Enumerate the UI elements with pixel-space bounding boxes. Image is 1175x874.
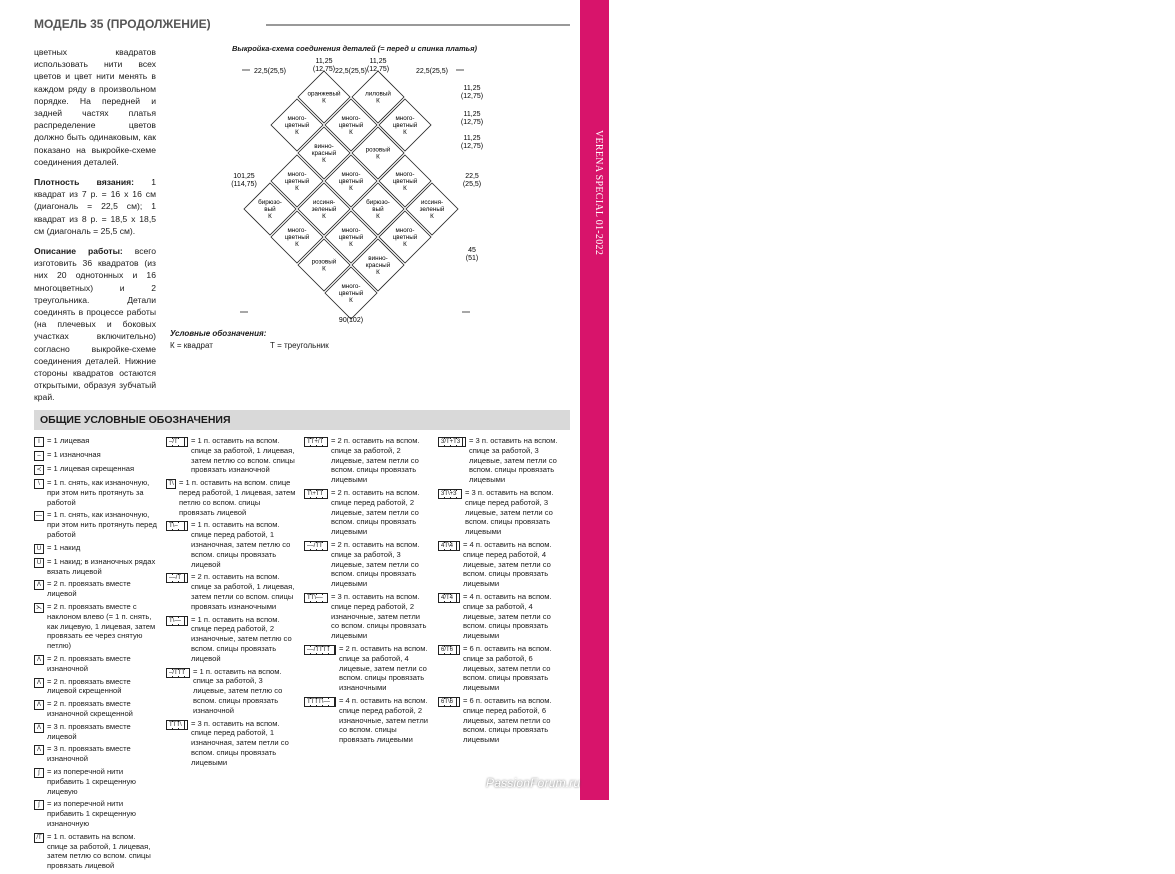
symbol-entry: [304, 540, 430, 589]
symbol-description: = 1 изнаночная: [47, 450, 101, 459]
symbol-description: = 1 п. оставить на вспом. спице перед работой, 2 изнаночные, затем петлю со вспом. спицы провязать лицевой: [191, 614, 292, 663]
symbol-entry: [304, 488, 430, 537]
symbol-entry: [34, 799, 158, 828]
square-color-label: много-: [341, 115, 361, 122]
square-color-label: лиловый: [365, 90, 391, 98]
square-color-label: цветный: [338, 178, 364, 185]
symbol-entry: [34, 478, 158, 507]
knit-symbol-icon: Λ: [34, 655, 44, 665]
square-color-label: много-: [287, 115, 307, 122]
square-color-label: красный: [311, 150, 337, 157]
knit-symbol-icon: I: [34, 437, 44, 447]
knit-symbol-icon: ––/TT: [304, 541, 328, 551]
symbol-entry: [438, 644, 566, 693]
symbol-description: = 3 п. оставить на вспом. спице перед работой, 2 изнаночные, затем петли со вспом. спицы провязать лицевыми: [331, 591, 427, 641]
symbols-title: ОБЩИЕ УСЛОВНЫЕ ОБОЗНАЧЕНИЯ: [40, 414, 231, 426]
symbol-description: = 2 п. оставить на вспом. спице за работой, 1 лицевая, затем петли со вспом. спицы провязать изнаночными: [191, 572, 295, 611]
symbol-description: = 2 п. провязать вместе лицевой: [47, 579, 131, 599]
symbols-header-band: [34, 410, 570, 430]
symbol-description: = 1 лицевая: [47, 436, 90, 445]
symbol-entry: [438, 488, 566, 537]
knit-symbol-icon: T\––: [166, 616, 188, 626]
square-color-label: много-: [395, 171, 415, 178]
square-color-label: цветный: [392, 178, 418, 185]
knit-symbol-icon: ∫: [34, 800, 44, 810]
knit-symbol-icon: –: [34, 451, 44, 461]
symbol-entry: [304, 436, 430, 485]
knit-symbol-icon: 3T\+3: [438, 489, 462, 499]
right-dimension: 22,5: [465, 173, 479, 180]
symbol-description: = из поперечной нити прибавить 1 скрещенную лицевую: [47, 766, 136, 796]
left-dimension: 101,25: [233, 173, 255, 180]
knit-symbol-icon: Λ: [34, 700, 44, 710]
symbols-column-2: [166, 436, 296, 771]
symbol-entry: [166, 478, 296, 517]
intro-paragraph: цветных квадратов использовать нити всех цветов и цвет нити менять в каждом ряду в произвольном порядке. На передней и задней частях платья распределение цветов должно быть одинаковым, как показано на выкройке-схеме соединения деталей.: [34, 47, 156, 167]
square-color-label: красный: [365, 262, 391, 269]
right-dimension: (12,75): [460, 93, 484, 100]
symbol-description: = 1 п. оставить на вспом. спице перед работой, 1 изнаночная, затем петлю со вспом. спицы провязать лицевой: [191, 520, 291, 569]
knit-symbol-icon: Λ: [34, 723, 44, 733]
symbol-description: = 1 накид; в изнаночных рядах вязать лицевой: [47, 556, 156, 576]
symbol-description: = 1 п. снять, как изнаночную, при этом нить протянуть перед работой: [47, 510, 157, 539]
top-dimension: 11,25: [315, 58, 333, 65]
page-number: 65: [1163, 738, 1175, 750]
knit-symbol-icon: –/TTT: [166, 668, 190, 678]
square-color-label: много-: [395, 227, 415, 234]
knit-symbol-icon: –/T: [166, 437, 188, 447]
knit-symbol-icon: Λ: [34, 678, 44, 688]
symbol-description: = 3 п. оставить на вспом. спице перед работой, 3 лицевые, затем петли со вспом. спицы провязать лицевыми: [465, 487, 554, 537]
symbol-entry: [34, 767, 158, 796]
symbol-entry: [166, 520, 296, 569]
symbol-entry: [166, 615, 296, 664]
top-dimension: 22,5(25,5): [254, 68, 286, 75]
knit-symbol-icon: \: [34, 479, 44, 489]
square-color-label: цветный: [284, 234, 310, 241]
symbol-description: = 2 п. оставить на вспом. спице за работой, 3 лицевые, затем петли со вспом. спицы провязать лицевыми: [331, 539, 420, 589]
bottom-dimension: 90(102): [338, 317, 364, 324]
symbol-entry: [34, 464, 158, 475]
knit-symbol-icon: Λ: [34, 580, 44, 590]
square-color-label: много-: [341, 283, 361, 290]
page-title: МОДЕЛЬ 35 (ПРОДОЛЖЕНИЕ): [34, 17, 211, 31]
right-dimension: (12,75): [460, 119, 484, 126]
square-color-label: розовый: [311, 258, 337, 266]
symbol-description: = 6 п. оставить на вспом. спице за работой, 6 лицевых, затем петли со вспом. спицы провязать лицевыми: [463, 643, 552, 693]
square-code: К: [322, 213, 326, 220]
square-color-label: много-: [287, 227, 307, 234]
square-code: К: [403, 185, 407, 192]
square-code: К: [349, 241, 353, 248]
square-color-label: цветный: [338, 122, 364, 129]
description-label: Описание работы:: [34, 246, 123, 257]
top-dimension: (12,75): [366, 66, 390, 73]
symbol-description: = 2 п. провязать вместе лицевой скрещенной: [47, 676, 131, 696]
square-code: К: [322, 157, 326, 164]
symbol-entry: [438, 592, 566, 641]
symbol-description: = 1 п. оставить на вспом. спице за работой, 3 лицевые, затем петлю со вспом. спицы провязать изнаночной: [193, 666, 283, 715]
square-color-label: иссиня-: [312, 199, 336, 206]
square-color-label: цветный: [392, 234, 418, 241]
symbol-entry: [438, 696, 566, 745]
square-code: К: [322, 97, 326, 105]
symbol-description: = 2 п. оставить на вспом. спице за работой, 4 лицевые, затем петли со вспом. спицы провязать изнаночными: [339, 643, 428, 693]
square-code: К: [376, 213, 380, 220]
knit-symbol-icon: 3/T+T3: [438, 437, 466, 447]
square-color-label: бирюзо-: [366, 199, 390, 206]
right-dimension: (25,5): [462, 181, 482, 188]
symbol-description: = из поперечной нити прибавить 1 скрещенную изнаночную: [47, 799, 136, 828]
symbol-description: = 2 п. провязать вместе изнаночной скрещенной: [47, 699, 133, 718]
square-code: К: [295, 129, 299, 136]
knit-symbol-icon: ––/T: [166, 573, 188, 583]
square-color-label: зеленый: [419, 206, 445, 213]
symbol-description: = 1 накид: [47, 542, 81, 552]
knit-symbol-icon: T\+TT: [304, 489, 328, 499]
symbol-entry: [34, 654, 158, 674]
legend-square: К = квадрат: [170, 341, 213, 350]
knit-symbol-icon: Λ: [34, 745, 44, 755]
symbol-entry: [34, 832, 158, 871]
magazine-sidebar: [580, 0, 1175, 800]
diagram-title: Выкройка-схема соединения деталей (= перед и спинка платья): [232, 44, 478, 53]
symbol-description: = 2 п. оставить на вспом. спице перед работой, 2 лицевые, затем петли со вспом. спицы провязать лицевыми: [331, 487, 420, 537]
square-color-label: оранжевый: [307, 90, 341, 98]
square-color-label: винно-: [368, 255, 388, 262]
diagram-cells: [244, 71, 458, 319]
density-label: Плотность вязания:: [34, 177, 135, 188]
symbol-entry: [34, 677, 158, 697]
description-text: всего изготовить 36 квадратов (из них 20 однотонных и 16 многоцветных) и 2 треугольника. Детали соединять в процессе работы (на плечевых и боковых участках включительно) согласно выкройке-схеме соединения деталей. Нижние стороны квадратов остаются открытыми, образуя зубчатый край.: [34, 246, 157, 403]
symbol-description: = 1 п. оставить на вспом. спице перед работой, 1 лицевая, затем петлю со вспом. спицы провязать лицевой: [179, 478, 296, 517]
legend-triangle: Т = треугольник: [270, 341, 329, 350]
square-code: К: [349, 297, 353, 304]
knit-symbol-icon: ⋋: [36, 604, 42, 611]
square-color-label: цветный: [338, 234, 364, 241]
knit-symbol-icon: Ū: [34, 558, 44, 568]
square-color-label: розовый: [365, 146, 391, 154]
square-color-label: цветный: [338, 290, 364, 297]
knit-symbol-icon: ∫: [34, 768, 44, 778]
symbol-entry: [438, 540, 566, 589]
square-color-label: много-: [341, 227, 361, 234]
knit-symbol-icon: 4/T4: [438, 593, 460, 603]
symbol-description: = 3 п. провязать вместе изнаночной: [47, 744, 131, 764]
knit-symbol-icon: TTTT\––: [304, 697, 336, 707]
square-color-label: цветный: [284, 122, 310, 129]
symbol-description: = 4 п. оставить на вспом. спице перед работой, 2 изнаночные, затем петли со вспом. спицы провязать лицевыми: [339, 695, 428, 745]
symbol-entry: [34, 602, 158, 651]
symbol-description: = 1 п. оставить на вспом. спице за работой, 1 лицевая, затем петлю со вспом. спицы провязать лицевой: [47, 831, 151, 871]
top-dimension: 22,5(25,5): [416, 68, 448, 75]
square-color-label: иссиня-: [420, 199, 444, 206]
square-code: К: [403, 241, 407, 248]
square-code: К: [322, 265, 326, 273]
square-color-label: много-: [341, 171, 361, 178]
right-dimension: (12,75): [460, 143, 484, 150]
brand-text: VERENA SPECIAL 01-2022: [593, 130, 604, 256]
square-color-label: зеленый: [311, 206, 337, 213]
knit-symbol-icon: /T: [34, 833, 44, 843]
right-dimension: 11,25: [463, 135, 481, 142]
symbol-entry: [34, 579, 158, 599]
legend-title: Условные обозначения:: [170, 329, 267, 338]
symbol-entry: [304, 592, 430, 641]
symbols-column-4: [438, 436, 566, 748]
symbols-column-1: [34, 436, 158, 874]
square-code: К: [430, 213, 434, 220]
square-color-label: много-: [287, 171, 307, 178]
right-dimension: 11,25: [463, 85, 481, 92]
symbol-entry: [304, 696, 430, 745]
symbol-entry: [166, 436, 296, 475]
square-code: К: [376, 269, 380, 276]
symbol-entry: [166, 667, 296, 716]
knit-symbol-icon: 6T\6: [438, 697, 460, 707]
symbol-description: = 4 п. оставить на вспом. спице перед работой, 4 лицевые, затем петли со вспом. спицы провязать лицевыми: [463, 539, 552, 589]
square-color-label: цветный: [392, 122, 418, 129]
symbol-description: = 3 п. оставить на вспом. спице за работой, 3 лицевые, затем петли со вспом. спицы провязать лицевыми: [469, 436, 558, 485]
square-code: К: [349, 129, 353, 136]
density-text: 1 квадрат из 7 р. = 16 х 16 см (диагональ = 22,5 см); 1 квадрат из 8 р. = 18,5 х 18,5 см (диагональ = 25,5 см).: [34, 177, 156, 236]
right-dimension: 11,25: [463, 111, 481, 118]
knit-symbol-icon: TTT\: [166, 720, 188, 730]
symbol-description: = 4 п. оставить на вспом. спице за работой, 4 лицевые, затем петли со вспом. спицы провязать лицевыми: [463, 591, 552, 641]
square-code: К: [295, 185, 299, 192]
right-dimension: 45: [468, 247, 476, 254]
knit-symbol-icon: TT+/T: [304, 437, 328, 447]
square-code: К: [349, 185, 353, 192]
square-color-label: много-: [395, 115, 415, 122]
square-code: К: [268, 213, 272, 220]
square-color-label: вый: [264, 206, 276, 213]
symbols-column-3: [304, 436, 430, 748]
knit-symbol-icon: T\–: [166, 521, 188, 531]
symbol-entry: [34, 699, 158, 719]
symbol-entry: [34, 722, 158, 742]
symbol-entry: [166, 719, 296, 768]
knit-symbol-icon: —: [36, 513, 42, 520]
right-dimension: (51): [465, 255, 479, 262]
symbol-description: = 2 п. оставить на вспом. спице за работой, 2 лицевые, затем петли со вспом. спицы провязать лицевыми: [331, 436, 420, 485]
knit-symbol-icon: 6/T6: [438, 645, 460, 655]
symbol-entry: [438, 436, 566, 485]
knit-symbol-icon: ≺: [34, 465, 44, 475]
symbol-entry: [34, 510, 158, 539]
symbol-description: = 1 лицевая скрещенная: [47, 464, 135, 473]
top-dimension: 22,5(25,5): [335, 68, 367, 75]
symbol-entry: [34, 450, 158, 461]
symbol-description: = 3 п. провязать вместе лицевой: [47, 721, 131, 741]
assembly-diagram: [0, 0, 580, 330]
square-code: К: [376, 97, 380, 105]
symbol-description: = 1 п. оставить на вспом. спице за работой, 1 лицевая, затем петлю со вспом. спицы провязать изнаночной: [191, 436, 295, 475]
symbol-description: = 3 п. оставить на вспом. спице перед работой, 1 изнаночная, затем петли со вспом. спицы провязать лицевыми: [191, 718, 289, 767]
symbol-description: = 6 п. оставить на вспом. спице перед работой, 6 лицевых, затем петли со вспом. спицы провязать лицевыми: [463, 695, 552, 745]
symbol-entry: [34, 436, 158, 447]
watermark: PassionForum.ru: [486, 776, 581, 790]
symbol-entry: [34, 744, 158, 764]
symbol-description: = 2 п. провязать вместе изнаночной: [47, 653, 131, 673]
symbol-entry: [166, 572, 296, 611]
square-color-label: цветный: [284, 178, 310, 185]
knit-symbol-icon: T\: [166, 479, 176, 489]
top-dimension: (12,75): [312, 66, 336, 73]
knit-symbol-icon: ––/TTTT: [304, 645, 336, 655]
square-code: К: [403, 129, 407, 136]
knit-symbol-icon: TT\––: [304, 593, 328, 603]
symbol-entry: [304, 644, 430, 693]
knit-symbol-icon: U: [34, 544, 44, 554]
symbol-description: = 1 п. снять, как изнаночную, при этом нить протянуть за работой: [47, 478, 150, 507]
left-dimension: (114,75): [231, 181, 257, 188]
symbol-entry: [34, 557, 158, 577]
square-color-label: вый: [372, 206, 384, 213]
square-code: К: [376, 153, 380, 161]
square-code: К: [295, 241, 299, 248]
square-color-label: винно-: [314, 143, 334, 150]
symbol-description: = 2 п. провязать вместе с наклоном влево (= 1 п. снять, как лицевую, 1 лицевая, затем провязать ее через снятую петлю): [47, 601, 156, 651]
knit-symbol-icon: 4T\4: [438, 541, 460, 551]
symbol-entry: [34, 543, 158, 554]
top-dimension: 11,25: [369, 58, 387, 65]
square-color-label: бирюзо-: [258, 199, 282, 206]
